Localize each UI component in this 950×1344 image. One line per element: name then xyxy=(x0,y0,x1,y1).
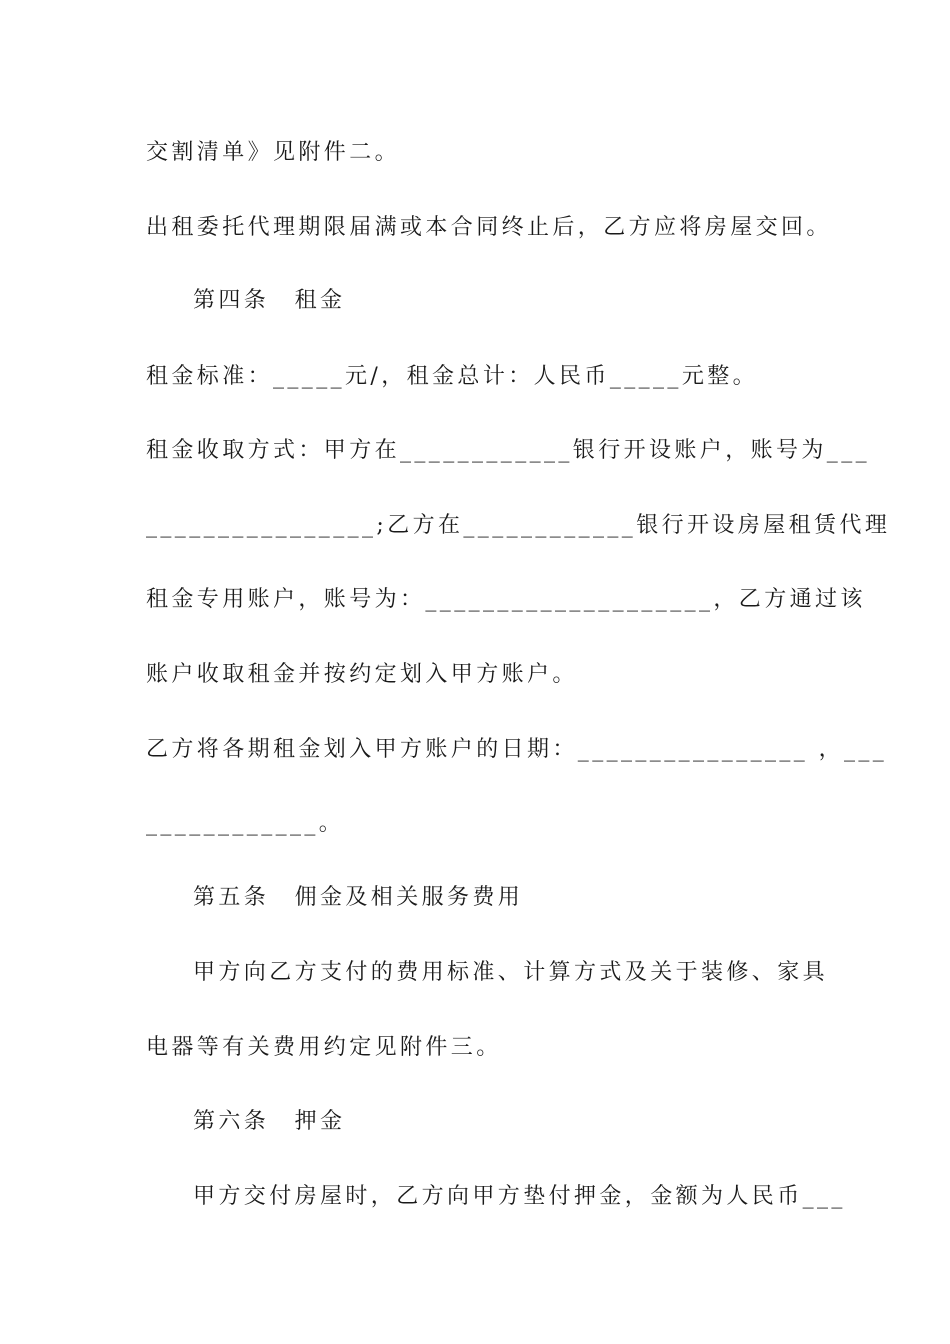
text-line-deposit: 甲方交付房屋时，乙方向甲方垫付押金，金额为人民币___ xyxy=(193,1184,846,1209)
text-line-fees-2: 电器等有关费用约定见附件三。 xyxy=(146,1035,502,1060)
text-line-2: 出租委托代理期限届满或本合同终止后，乙方应将房屋交回。 xyxy=(146,215,832,240)
text-line-transfer-date-2: ____________。 xyxy=(146,811,345,836)
text-line-rent-account: 租金专用账户，账号为：____________________，乙方通过该 xyxy=(146,587,866,612)
text-line-rent-method: 租金收取方式：甲方在____________银行开设账户，账号为___ xyxy=(146,438,871,463)
text-line-fees: 甲方向乙方支付的费用标准、计算方式及关于装修、家具 xyxy=(193,960,829,985)
section-heading-4: 第四条 租金 xyxy=(193,288,346,313)
text-line-rent-method-2: ________________;乙方在____________银行开设房屋租赁代理 xyxy=(146,513,891,538)
text-line-rent-standard: 租金标准：_____元/，租金总计：人民币_____元整。 xyxy=(146,364,759,389)
text-line-rent-transfer: 账户收取租金并按约定划入甲方账户。 xyxy=(146,662,578,687)
section-heading-6: 第六条 押金 xyxy=(193,1109,346,1134)
text-line-transfer-date: 乙方将各期租金划入甲方账户的日期：________________ ，___ xyxy=(146,737,888,762)
text-line-1: 交割清单》见附件二。 xyxy=(146,140,401,165)
section-heading-5: 第五条 佣金及相关服务费用 xyxy=(193,885,524,910)
